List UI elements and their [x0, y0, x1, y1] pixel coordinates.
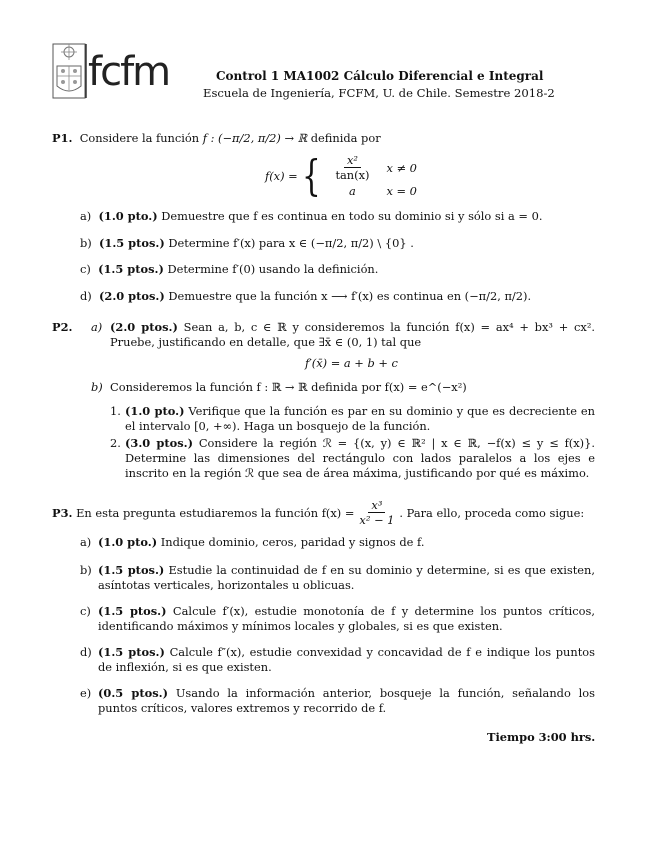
p3-item-d — [98, 645, 595, 675]
item-points: (2.0 ptos.) — [99, 289, 165, 303]
item-text: Demuestre que f es continua en todo su dominio si y sólo si a = 0. — [157, 209, 543, 223]
p3-intro-post: . Para ello, proceda como sigue: — [399, 505, 585, 520]
item-points: (0.5 ptos.) — [98, 686, 168, 700]
page-title: Control 1 MA1002 Cálculo Diferencial e Integral — [216, 69, 544, 83]
p2-a-equation: f′(x̄) = a + b + c — [305, 356, 398, 370]
p2-b-text: Consideremos la función f : ℝ → ℝ definida por f(x) = e^(−x²) — [110, 380, 467, 394]
p2-b2-body — [125, 436, 595, 481]
p2-b2-num: 2. — [110, 436, 121, 450]
p3-item-b — [98, 563, 595, 593]
item-text: Indique dominio, ceros, paridad y signos de f. — [157, 535, 425, 549]
p1-item-b — [80, 236, 414, 250]
case2-val: a — [349, 184, 356, 198]
p3-line — [52, 498, 584, 527]
item-text: Considere la región ℛ = {(x, y) ∈ ℝ² | x ∈ ℝ, −f(x) ≤ y ≤ f(x)}. Determine las dimensiones del rectángulo con lados paralelos a los ejes e inscrito en la región ℛ que sea de área máxima, justificando por qué es máximo. — [125, 436, 595, 480]
p3-item-a — [98, 535, 595, 550]
p3-fraction — [356, 498, 397, 527]
item-text: Sean a, b, c ∈ ℝ y consideremos la función f(x) = ax⁴ + bx³ + cx². Pruebe, justificando en detalle, que ∃x̄ ∈ (0, 1) tal que — [110, 320, 596, 349]
logo-wordmark: fcfm — [88, 49, 170, 95]
item-letter: a) — [80, 209, 92, 223]
p3-frac-den: x² − 1 — [359, 513, 395, 527]
case1-den: tan(x) — [335, 168, 370, 182]
p3-b-letter: b) — [80, 563, 92, 577]
cases-table — [324, 152, 423, 199]
p2-label: P2. — [52, 320, 73, 334]
p1-fx-lhs: f(x) = — [265, 168, 298, 183]
item-text: Determine f′(0) usando la definición. — [163, 262, 379, 276]
item-text: Demuestre que la función x ⟶ f′(x) es continua en (−π/2, π/2). — [164, 289, 532, 303]
p3-intro-pre: En esta pregunta estudiaremos la función f(x) = — [76, 505, 355, 520]
p1-intro-post: definida por — [307, 131, 381, 145]
item-points: (1.0 pto.) — [98, 209, 158, 223]
page-subtitle: Escuela de Ingeniería, FCFM, U. de Chile. Semestre 2018-2 — [203, 86, 555, 100]
item-points: (1.5 ptos.) — [98, 262, 164, 276]
item-text: Usando la información anterior, bosqueje la función, señalando los puntos críticos, valores extremos y recorrido de f. — [98, 686, 595, 715]
item-text: Calcule f′(x), estudie monotonía de f y determine los puntos críticos, identificando máximos y mínimos locales y globales, si es que existen. — [98, 604, 595, 633]
exam-duration: Tiempo 3:00 hrs. — [487, 730, 596, 744]
item-points: (1.0 pto.) — [98, 535, 158, 549]
item-letter: b) — [80, 236, 92, 250]
case1-cond: x ≠ 0 — [386, 160, 417, 175]
p3-e-letter: e) — [80, 686, 92, 700]
item-text: Estudie la continuidad de f en su dominio y determine, si es que existen, asíntotas verticales, horizontales u oblicuas. — [98, 563, 595, 592]
item-text: Calcule f″(x), estudie convexidad y concavidad de f e indique los puntos de inflexión, si es que existen. — [98, 645, 596, 674]
item-text: Determine f′(x) para x ∈ (−π/2, π/2) \ {0} . — [164, 236, 414, 250]
p3-item-c — [98, 604, 595, 634]
p1-item-a — [80, 209, 542, 223]
p1-definition — [265, 152, 423, 199]
p1-intro-pre: Considere la función — [79, 131, 203, 145]
p1-item-d — [80, 289, 531, 303]
p3-label: P3. — [52, 505, 73, 520]
item-points: (1.5 ptos.) — [98, 563, 165, 577]
left-brace: { — [301, 150, 321, 200]
item-text: Verifique que la función es par en su dominio y que es decreciente en el intervalo [0, +∞). Haga un bosquejo de la función. — [125, 404, 595, 433]
p2-b-letter: b) — [91, 380, 103, 394]
p3-d-letter: d) — [80, 645, 92, 659]
case1-fraction — [332, 153, 372, 182]
item-points: (1.5 ptos.) — [98, 645, 165, 659]
item-points: (3.0 ptos.) — [125, 436, 193, 450]
p2-b1-body — [125, 404, 595, 434]
p1-intro-domain: f : (−π/2, π/2) → ℝ — [202, 131, 308, 145]
p2-b1-num: 1. — [110, 404, 121, 418]
item-points: (1.5 ptos.) — [99, 236, 165, 250]
p3-frac-num: x³ — [368, 498, 385, 513]
case2-cond: x = 0 — [386, 184, 417, 198]
p2-a-body — [110, 320, 595, 350]
p3-a-letter: a) — [80, 535, 92, 549]
p3-item-e — [98, 686, 595, 716]
item-points: (1.0 pto.) — [125, 404, 185, 418]
p1-line — [52, 131, 381, 145]
item-letter: d) — [80, 289, 92, 303]
university-logo — [52, 42, 172, 105]
case1-num: x² — [344, 153, 361, 168]
item-letter: c) — [80, 262, 91, 276]
p3-c-letter: c) — [80, 604, 91, 618]
p1-item-c — [80, 262, 378, 276]
item-points: (1.5 ptos.) — [98, 604, 167, 618]
item-points: (2.0 ptos.) — [110, 320, 178, 334]
p1-label: P1. — [52, 131, 73, 145]
p2-a-letter: a) — [91, 320, 103, 334]
